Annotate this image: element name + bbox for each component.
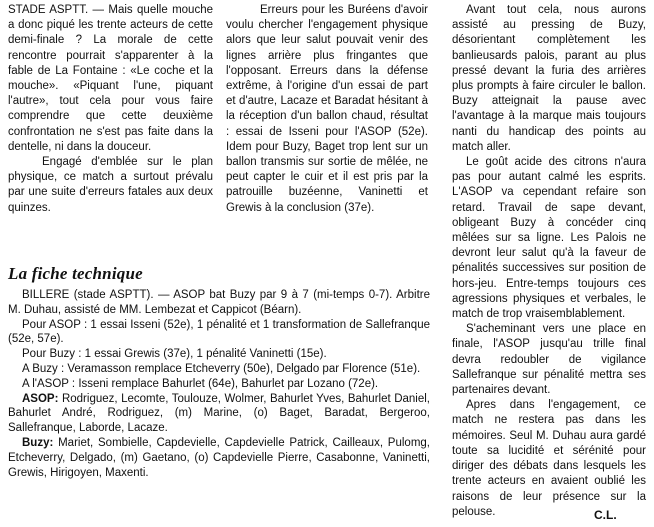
paragraph: Erreurs pour les Buréens d'avoir voulu chercher l'engagement physique alors que leur salut pouvait venir des lignes arrière plus fringantes que l'opposant. Erreurs dans la défense extrême, à l'origine d'un essai de part et d'autre, Lacaze et Baradat hésitant à la réception d'un ballon chaud, résultat : essai de Isseni pour l'ASOP (52e). Idem pour Buzy, Baget trop lent sur un ballon transmis sur sortie de mêlée, ne peut capter le cuir et il est pris par la patrouille buzéenne, Vaninetti et Grewis à la conclusion (37e). <box>226 4 428 214</box>
paragraph: Apres dans l'engagement, ce match ne restera pas dans les mémoires. Seul M. Duhau aura gardé toute sa lucidité et sérénité pour diriger des débats dans lesquels les trente acteurs en avaient oublié les raisons de leur présence sur la pelouse. <box>452 399 646 518</box>
author-signature: C.L. <box>594 508 617 522</box>
paragraph: Avant tout cela, nous aurons assisté au pressing de Buzy, désorientant complètement les banlieusards palois, parant au plus pressé devant la furia des arrières plus prompts à faire circuler le ballon. Buzy atteignait la pause avec l'avantage à la marque mais toujours nanti du handicap des points au match aller. <box>452 4 646 153</box>
lineup-asop <box>8 392 430 436</box>
substitutions-buzy: A Buzy : Veramasson remplace Etcheverry (50e), Delgado par Florence (51e). <box>22 362 421 375</box>
team-players: Mariet, Sombielle, Capdevielle, Capdevielle Patrick, Cailleaux, Pulomg, Etcheverry, Delgado, (m) Gaetano, (o) Capdevielle Pierre, Casabonne, Vaninetti, Grewis, Hirigoyen, Maxenti. <box>8 436 430 479</box>
paragraph: STADE ASPTT. — Mais quelle mouche a donc piqué les trente acteurs de cette demi-finale ? La morale de cette rencontre pourrait s'apparenter à la fable de La Fontaine : «Le coche et la mouche». «Piquant l'une, piquant l'autre», tout cela pour vous faire comprendre que cette deuxième confrontation ne s'est pas faite dans la dentelle, ni dans la douceur. <box>8 4 213 153</box>
paragraph: S'acheminant vers une place en finale, l'ASOP jusqu'au trille final devra redoubler de vigilance Sallefranque sur pénalité mettra ses partenaires devant. <box>452 323 646 397</box>
fiche-technique <box>8 288 430 480</box>
team-players: Rodriguez, Lecomte, Toulouze, Wolmer, Bahurlet Yves, Bahurlet Daniel, Bahurlet André, Rodriguez, (m) Marine, (o) Baget, Baradat, Bergeroo, Sallefranque, Laborde, Lacaze. <box>8 392 430 435</box>
paragraph: Engagé d'emblée sur le plan physique, ce match a surtout prévalu par une suite d'erreurs fatales aux deux quinzes. <box>8 156 213 214</box>
team-label: ASOP: <box>22 392 59 405</box>
match-summary: BILLERE (stade ASPTT). — ASOP bat Buzy par 9 à 7 (mi-temps 0-7). Arbitre M. Duhau, assisté de MM. Lembezat et Cappicot (Béarn). <box>8 289 430 316</box>
paragraph: Le goût acide des citrons n'aura pas pour autant calmé les esprits. L'ASOP va cependant refaire son retard. Travail de sape devant, obligeant Buzy à concéder cinq mêlées sur sa ligne. Les Palois ne devront leur salut qu'à la faveur de pénalités successives sur position de hors-jeu. Entre-temps toujours ces agressions physiques et verbales, le match de trop vraisemblablement. <box>452 156 646 321</box>
scorers-asop: Pour ASOP : 1 essai Isseni (52e), 1 pénalité et 1 transformation de Sallefranque (52e, 57e). <box>8 318 430 346</box>
article-column-3 <box>452 3 646 520</box>
substitutions-asop: A l'ASOP : Isseni remplace Bahurlet (64e), Bahurlet par Lozano (72e). <box>22 377 379 390</box>
article-column-1 <box>8 3 213 216</box>
team-label: Buzy: <box>22 436 54 449</box>
fiche-technique-heading: La fiche technique <box>8 264 143 283</box>
scorers-buzy: Pour Buzy : 1 essai Grewis (37e), 1 pénalité Vaninetti (15e). <box>22 348 327 361</box>
lineup-buzy <box>8 436 430 480</box>
article-column-2 <box>226 3 428 216</box>
